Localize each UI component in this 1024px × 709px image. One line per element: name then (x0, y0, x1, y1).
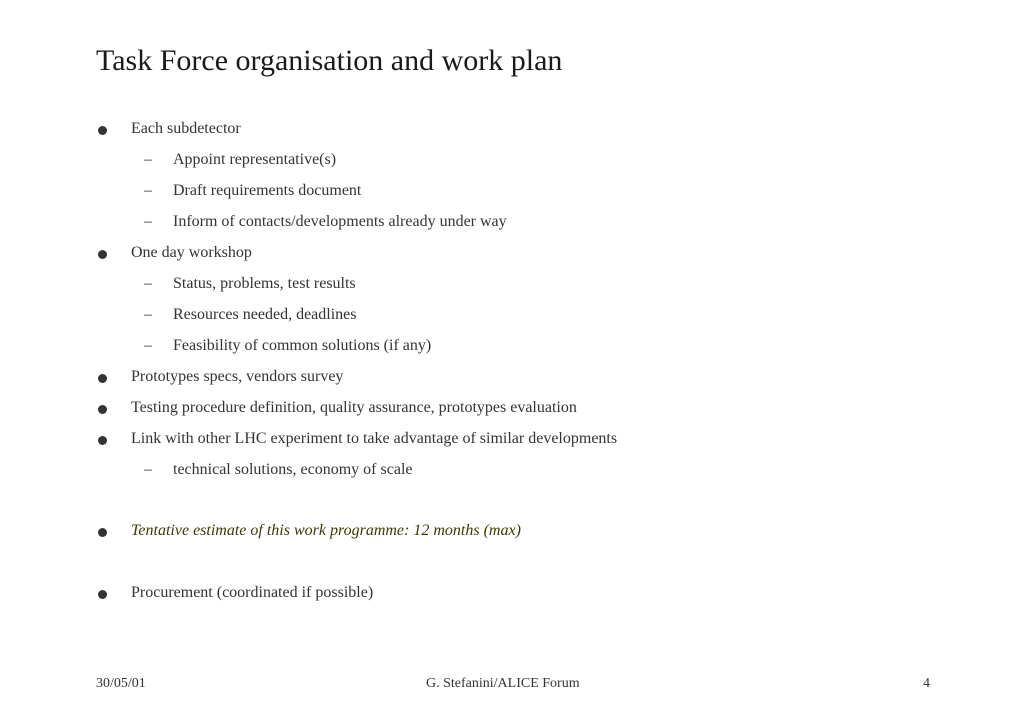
bullet-text: Procurement (coordinated if possible) (131, 584, 374, 601)
bullet-text: technical solutions, economy of scale (173, 461, 413, 478)
sub-bullet-item (0, 213, 1024, 235)
bullet-item (0, 368, 1024, 390)
dash-icon: – (144, 151, 152, 168)
bullet-dot-icon (98, 374, 107, 383)
bullet-text: Testing procedure definition, quality assurance, prototypes evaluation (131, 399, 577, 416)
bullet-text: Tentative estimate of this work programme: 12 months (max) (131, 522, 521, 539)
slide-title: Task Force organisation and work plan (96, 44, 563, 77)
bullet-dot-icon (98, 250, 107, 259)
footer-page-number: 4 (923, 676, 930, 691)
sub-bullet-item (0, 182, 1024, 204)
sub-bullet-item (0, 337, 1024, 359)
sub-bullet-item (0, 461, 1024, 483)
dash-icon: – (144, 461, 152, 478)
bullet-item (0, 120, 1024, 142)
bullet-text: One day workshop (131, 244, 252, 261)
bullet-dot-icon (98, 126, 107, 135)
dash-icon: – (144, 213, 152, 230)
bullet-item (0, 244, 1024, 266)
dash-icon: – (144, 337, 152, 354)
bullet-dot-icon (98, 436, 107, 445)
bullet-dot-icon (98, 405, 107, 414)
bullet-item (0, 430, 1024, 452)
sub-bullet-item (0, 151, 1024, 173)
bullet-text: Draft requirements document (173, 182, 362, 199)
bullet-text: Each subdetector (131, 120, 241, 137)
bullet-text: Link with other LHC experiment to take advantage of similar developments (131, 430, 618, 447)
bullet-item (0, 399, 1024, 421)
dash-icon: – (144, 306, 152, 323)
bullet-text: Appoint representative(s) (173, 151, 337, 168)
bullet-text: Feasibility of common solutions (if any) (173, 337, 432, 354)
bullet-text: Inform of contacts/developments already under way (173, 213, 507, 230)
dash-icon: – (144, 275, 152, 292)
footer-date: 30/05/01 (96, 676, 146, 691)
bullet-text: Resources needed, deadlines (173, 306, 357, 323)
bullet-item (0, 584, 1024, 606)
bullet-dot-icon (98, 528, 107, 537)
footer-author: G. Stefanini/ALICE Forum (426, 676, 580, 691)
bullet-text: Prototypes specs, vendors survey (131, 368, 344, 385)
sub-bullet-item (0, 275, 1024, 297)
sub-bullet-item (0, 306, 1024, 328)
bullet-item (0, 522, 1024, 544)
bullet-text: Status, problems, test results (173, 275, 356, 292)
bullet-dot-icon (98, 590, 107, 599)
dash-icon: – (144, 182, 152, 199)
